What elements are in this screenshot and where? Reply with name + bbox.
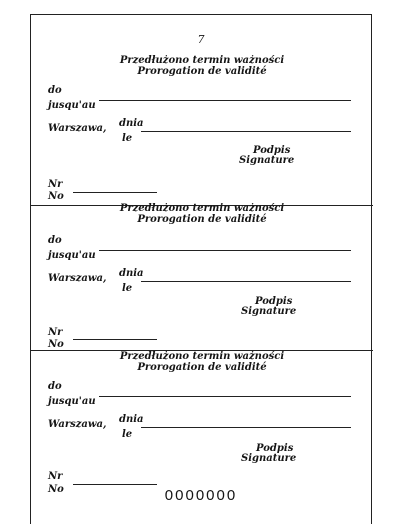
- valid-until-field[interactable]: [99, 396, 351, 397]
- heading-french: Prorogation de validité: [137, 214, 267, 225]
- number-field[interactable]: [73, 339, 157, 340]
- dnia-label: dnia: [119, 414, 144, 425]
- le-label: le: [122, 133, 133, 144]
- city-label: Warszawa,: [48, 123, 107, 134]
- city-label: Warszawa,: [48, 273, 107, 284]
- validity-extension-section-2: [31, 203, 373, 353]
- heading-french: Prorogation de validité: [137, 66, 267, 77]
- le-label: le: [122, 283, 133, 294]
- jusquau-label: jusqu'au: [48, 100, 96, 111]
- heading-french: Prorogation de validité: [137, 362, 267, 373]
- no-label: No: [48, 484, 64, 495]
- jusquau-label: jusqu'au: [48, 396, 96, 407]
- podpis-label: Podpis: [256, 443, 294, 454]
- validity-extension-section-1: [31, 55, 373, 205]
- heading-polish: Przedłużono termin ważności: [119, 55, 285, 66]
- city-label: Warszawa,: [48, 419, 107, 430]
- serial-number: 0000000: [164, 487, 238, 504]
- validity-extension-section-3: [31, 351, 373, 501]
- podpis-label: Podpis: [255, 296, 293, 307]
- no-label: No: [48, 191, 64, 202]
- section-heading: [31, 203, 373, 225]
- dnia-label: dnia: [119, 268, 144, 279]
- date-field[interactable]: [141, 131, 351, 132]
- number-field[interactable]: [73, 192, 157, 193]
- passport-page: [30, 14, 372, 524]
- date-field[interactable]: [141, 281, 351, 282]
- page-number: 7: [197, 33, 205, 46]
- nr-label: Nr: [48, 471, 63, 482]
- section-heading: [31, 55, 373, 77]
- dnia-label: dnia: [119, 118, 144, 129]
- do-label: do: [48, 235, 62, 246]
- date-field[interactable]: [141, 427, 351, 428]
- le-label: le: [122, 429, 133, 440]
- nr-label: Nr: [48, 327, 63, 338]
- podpis-label: Podpis: [253, 145, 291, 156]
- valid-until-field[interactable]: [99, 250, 351, 251]
- signature-label: Signature: [241, 453, 297, 464]
- heading-polish: Przedłużono termin ważności: [119, 351, 285, 362]
- no-label: No: [48, 339, 64, 350]
- nr-label: Nr: [48, 179, 63, 190]
- signature-label: Signature: [241, 306, 297, 317]
- heading-polish: Przedłużono termin ważności: [119, 203, 285, 214]
- valid-until-field[interactable]: [99, 100, 351, 101]
- signature-label: Signature: [239, 155, 295, 166]
- do-label: do: [48, 85, 62, 96]
- do-label: do: [48, 381, 62, 392]
- jusquau-label: jusqu'au: [48, 250, 96, 261]
- number-field[interactable]: [73, 484, 157, 485]
- section-heading: [31, 351, 373, 373]
